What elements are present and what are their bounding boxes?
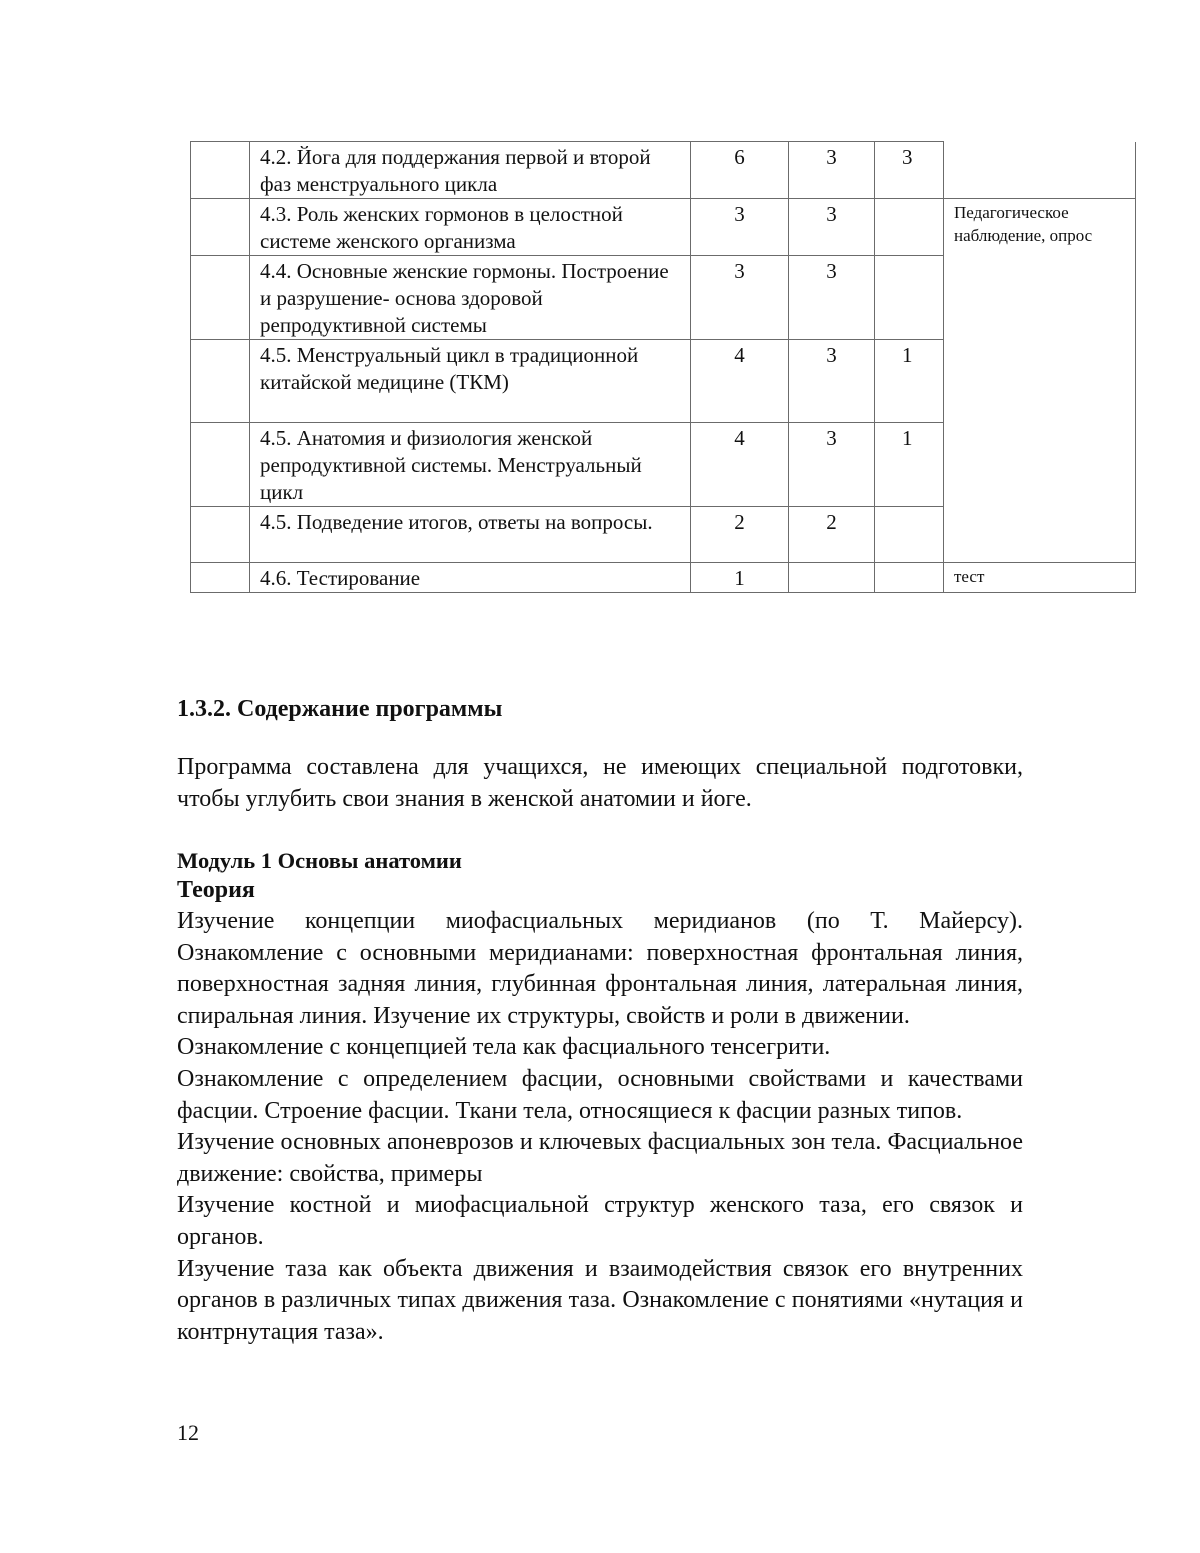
practice-hours-cell: 1 [875, 340, 944, 423]
page-number: 12 [177, 1420, 199, 1445]
theory-hours-cell: 3 [789, 340, 875, 423]
practice-hours-cell: 3 [875, 142, 944, 199]
practice-hours-cell [875, 199, 944, 256]
practice-hours-cell [875, 507, 944, 563]
theory-paragraph: Изучение таза как объекта движения и взаимодействия связок его внутренних органов в различных типах движения таза. Ознакомление с понятиями «нутация и контрнутация таза». [177, 1255, 1023, 1345]
module-heading: Модуль 1 Основы анатомии [177, 848, 462, 873]
control-form-cell: тест [944, 563, 1136, 593]
table-row [191, 563, 1136, 593]
row-number-cell [191, 563, 250, 593]
row-number-cell [191, 256, 250, 340]
practice-hours-cell [875, 563, 944, 593]
total-hours-cell: 1 [691, 563, 789, 593]
theory-hours-cell: 3 [789, 256, 875, 340]
control-form-cell [944, 142, 1136, 199]
table-row [191, 199, 1136, 256]
row-number-cell [191, 142, 250, 199]
theory-hours-cell: 3 [789, 423, 875, 507]
theory-paragraph: Изучение концепции миофасциальных меридианов (по Т. Майерсу). Ознакомление с основными меридианами: поверхностная фронтальная линия, поверхностная задняя линия, глубинная фронтальная линия, латеральная линия, спиральная линия. Изучение их структуры, свойств и роли в движении. [177, 908, 1023, 1029]
total-hours-cell: 6 [691, 142, 789, 199]
topic-cell: 4.6. Тестирование [250, 563, 691, 593]
theory-content [177, 906, 1023, 1348]
control-form-cell: Педагогическое наблюдение, опрос [944, 199, 1136, 563]
theory-paragraph: Ознакомление с концепцией тела как фасциального тенсегрити. [177, 1034, 831, 1061]
theory-hours-cell: 3 [789, 142, 875, 199]
topic-cell: 4.5. Менструальный цикл в традиционной китайской медицине (ТКМ) [250, 340, 691, 423]
theory-hours-cell: 3 [789, 199, 875, 256]
theory-paragraph: Изучение основных апоневрозов и ключевых фасциальных зон тела. Фасциальное движение: свойства, примеры [177, 1129, 1023, 1187]
row-number-cell [191, 423, 250, 507]
section-heading: 1.3.2. Содержание программы [177, 696, 503, 722]
row-number-cell [191, 199, 250, 256]
row-number-cell [191, 507, 250, 563]
intro-paragraph: Программа составлена для учащихся, не имеющих специальной подготовки, чтобы углубить свои знания в женской анатомии и йоге. [177, 754, 1023, 812]
total-hours-cell: 4 [691, 423, 789, 507]
theory-paragraph: Ознакомление с определением фасции, основными свойствами и качествами фасции. Строение фасции. Ткани тела, относящиеся к фасции разных типов. [177, 1065, 1023, 1124]
topic-cell: 4.5. Анатомия и физиология женской репродуктивной системы. Менструальный цикл [250, 423, 691, 507]
practice-hours-cell [875, 256, 944, 340]
topic-cell: 4.2. Йога для поддержания первой и второй фаз менструального цикла [250, 142, 691, 199]
theory-subheading: Теория [177, 877, 255, 903]
theory-hours-cell [789, 563, 875, 593]
total-hours-cell: 3 [691, 199, 789, 256]
total-hours-cell: 2 [691, 507, 789, 563]
row-number-cell [191, 340, 250, 423]
table-row [191, 142, 1136, 199]
total-hours-cell: 4 [691, 340, 789, 423]
theory-paragraph: Изучение костной и миофасциальной структур женского таза, его связок и органов. [177, 1192, 1023, 1250]
curriculum-table [190, 141, 1136, 593]
theory-hours-cell: 2 [789, 507, 875, 563]
topic-cell: 4.4. Основные женские гормоны. Построение и разрушение- основа здоровой репродуктивной системы [250, 256, 691, 340]
topic-cell: 4.5. Подведение итогов, ответы на вопросы. [250, 507, 691, 563]
topic-cell: 4.3. Роль женских гормонов в целостной системе женского организма [250, 199, 691, 256]
total-hours-cell: 3 [691, 256, 789, 340]
practice-hours-cell: 1 [875, 423, 944, 507]
